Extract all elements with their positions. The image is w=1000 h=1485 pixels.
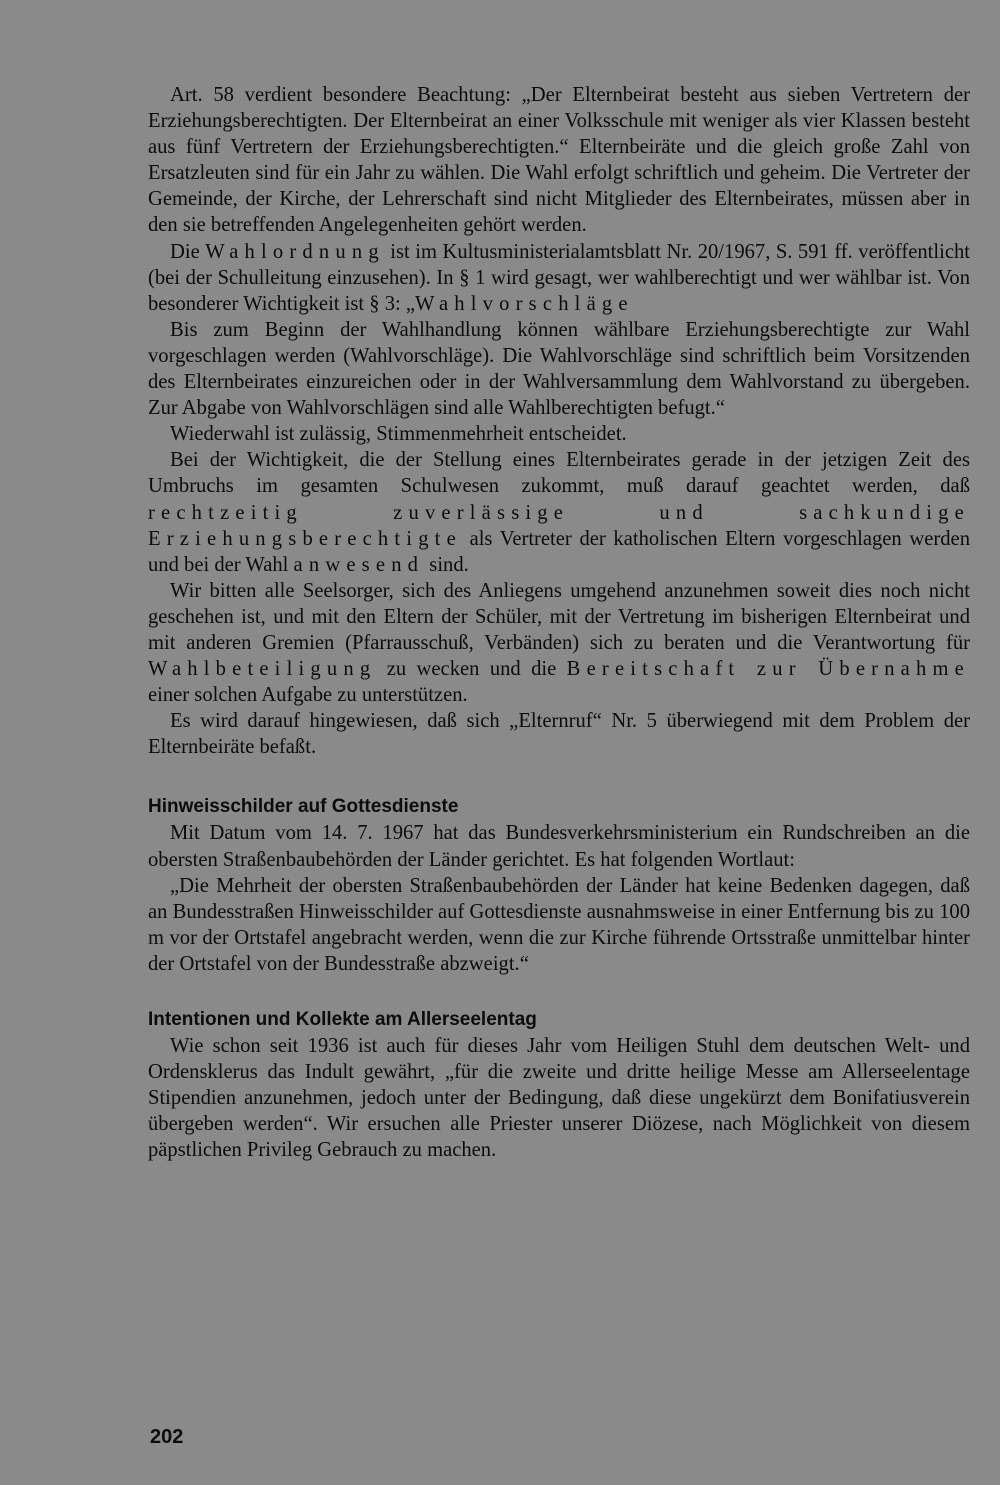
text-segment: zu wecken und die	[376, 658, 567, 681]
paragraph-elternruf: Es wird darauf hingewiesen, daß sich „Elternruf“ Nr. 5 überwiegend mit dem Problem der Elternbeiräte befaßt.	[148, 710, 970, 759]
document-page	[148, 82, 970, 1163]
page-number: 202	[150, 1426, 184, 1448]
text-segment: ist im Kultusministerialamtsblatt Nr. 20/1967, S. 591 ff. veröffentlicht (bei der Schulleitung einzusehen). In § 1 wird gesagt, wer wahlberechtigt und wer wählbar ist. Von besonderer Wichtigkeit ist § 3: „	[148, 240, 970, 315]
paragraph-quoted-section-3: Bis zum Beginn der Wahlhandlung können wählbare Erziehungsberechtigte zur Wahl vorgeschlagen werden (Wahlvorschläge). Die Wahlvorschläge sind schriftlich beim Vorsitzenden des Elternbeirates einzureichen oder in der Wahlversammlung dem Wahlvorstand zu übergeben. Zur Abgabe von Wahlvorschlägen sind alle Wahlberechtigten befugt.“	[148, 318, 970, 420]
paragraph-wichtigkeit	[148, 447, 970, 577]
spaced-emphasis-wahlbeteiligung: Wahlbeteiligung	[148, 658, 377, 681]
text-segment: Bei der Wichtigkeit, die der Stellung eines Elternbeirates gerade in der jetzigen Zeit des Umbruchs im gesamten Schulwesen zukommt, muß darauf geachtet werden, daß	[148, 449, 970, 498]
paragraph-quote-strassenbau: „Die Mehrheit der obersten Straßenbaubehörden der Länder hat keine Bedenken dagegen, daß an Bundesstraßen Hinweisschilder auf Gottesdienste ausnahmsweise in einer Entfernung bis zu 100 m vor der Ortstafel angebracht werden, wenn die zur Kirche führende Ortsstraße unmittelbar hinter der Ortstafel von der Bundesstraße abzweigt.“	[148, 874, 970, 975]
spaced-emphasis-anwesend: anwesend	[293, 553, 425, 576]
spaced-emphasis-wahlordnung: Wahlordnung	[205, 240, 385, 263]
text-segment: als Vertreter der katholischen Eltern vorgeschlagen werden und bei der Wahl	[148, 527, 970, 576]
text-segment: Die	[170, 240, 206, 263]
spaced-emphasis-bereitschaft: Bereitschaft zur Übernahme	[566, 658, 970, 681]
spaced-emphasis-wahlvorschlaege: Wahlvorschläge	[415, 292, 634, 315]
paragraph-wahlordnung	[148, 239, 970, 317]
section-heading-hinweisschilder: Hinweisschilder auf Gottesdienste	[148, 796, 459, 818]
paragraph-rundschreiben: Mit Datum vom 14. 7. 1967 hat das Bundesverkehrsministerium ein Rundschreiben an die obersten Straßenbaubehörden der Länder gerichtet. Es hat folgenden Wortlaut:	[148, 822, 970, 871]
text-segment: Wir bitten alle Seelsorger, sich des Anliegens umgehend anzunehmen soweit dies noch nicht geschehen ist, und mit den Eltern der Schüler, mit der Vertretung im bisherigen Elternbeirat und mit anderen Gremien (Pfarrausschuß, Verbänden) sich zu beraten und die Verantwortung für	[148, 579, 970, 654]
paragraph-wiederwahl: Wiederwahl ist zulässig, Stimmenmehrheit entscheidet.	[170, 423, 627, 446]
paragraph-seelsorger	[148, 578, 970, 708]
section-heading-allerseelen: Intentionen und Kollekte am Allerseelentag	[148, 1009, 537, 1030]
text-segment: sind.	[424, 553, 469, 576]
paragraph-art-58: Art. 58 verdient besondere Beachtung: „Der Elternbeirat besteht aus sieben Vertretern der Erziehungsberechtigten. Der Elternbeirat an einer Volksschule mit weniger als vier Klassen besteht aus fünf Vertretern der Erziehungsberechtigten.“ Elternbeiräte und die gleich große Zahl von Ersatzleuten sind für ein Jahr zu wählen. Die Wahl erfolgt schriftlich und geheim. Die Vertreter der Gemeinde, der Kirche, der Lehrerschaft sind nicht Mitglieder des Elternbeirates, müssen aber in den sie betreffenden Angelegenheiten gehört werden.	[148, 84, 970, 237]
paragraph-indult: Wie schon seit 1936 ist auch für dieses Jahr vom Heiligen Stuhl dem deutschen Welt- und Ordensklerus das Indult gewährt, „für die zweite und dritte heilige Messe am Allerseelentage Stipendien anzunehmen, jedoch unter der Bedingung, daß diese ungekürzt dem Bonifatiusverein übergeben werden“. Wir ersuchen alle Priester unserer Diözese, nach Möglichkeit von diesem päpstlichen Privileg Gebrauch zu machen.	[148, 1035, 970, 1162]
text-segment: einer solchen Aufgabe zu unterstützen.	[148, 684, 468, 707]
spaced-emphasis-rechtzeitig: rechtzeitig zuverlässige und sachkundige Erziehungsberechtigte	[148, 501, 970, 550]
